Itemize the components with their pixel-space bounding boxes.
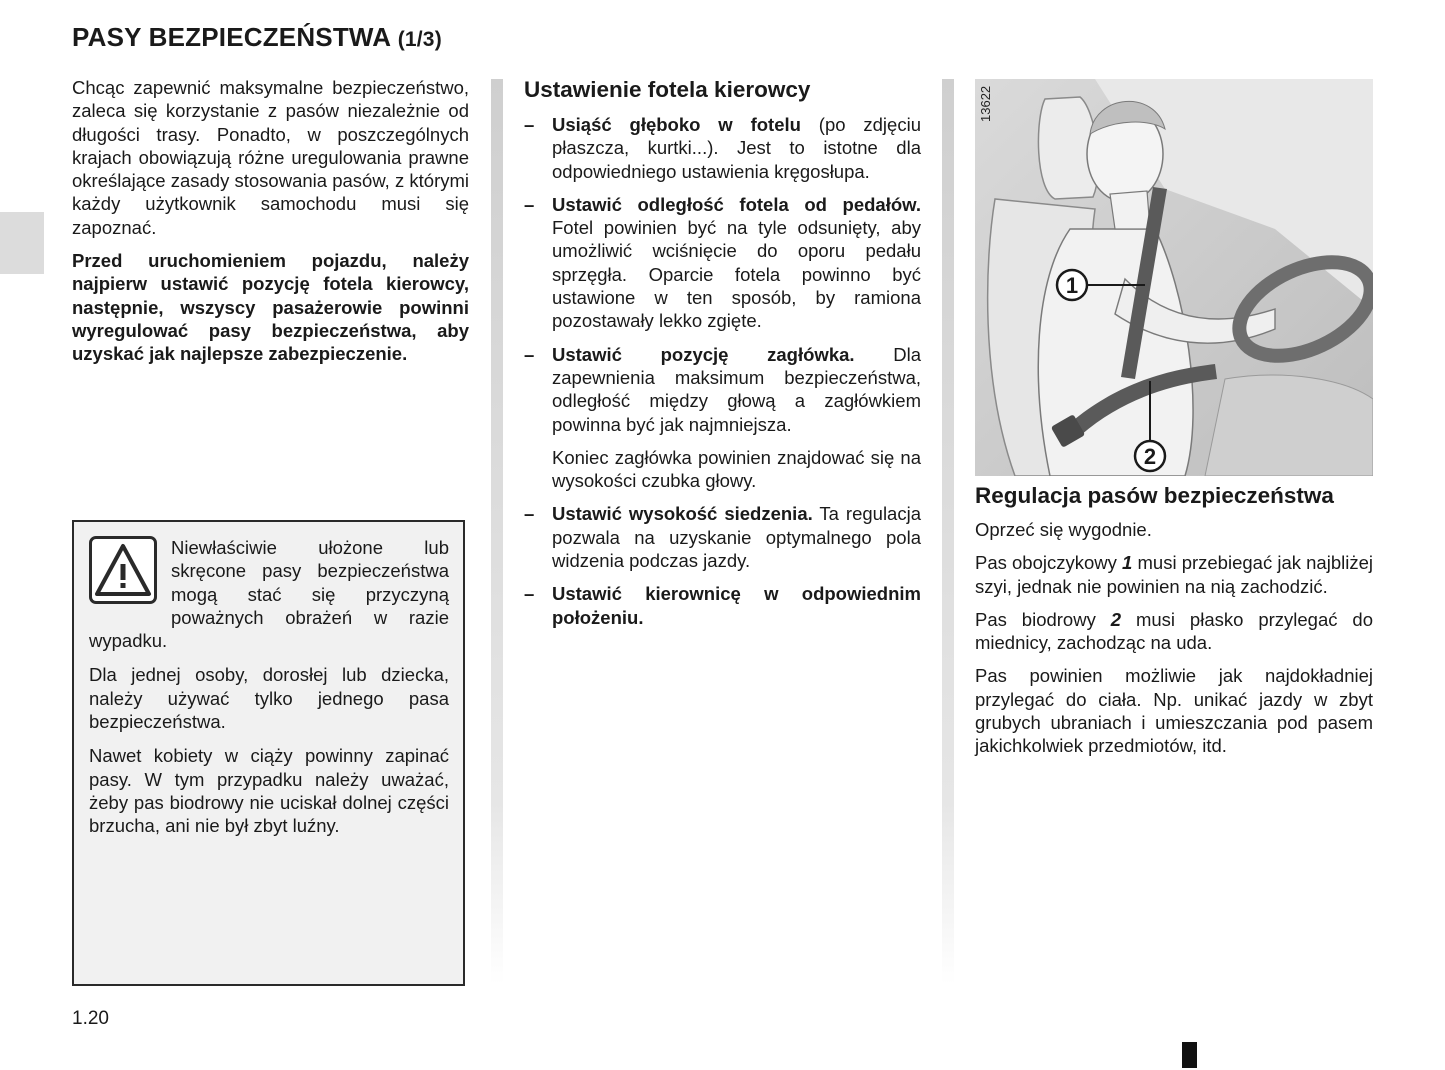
callout-2-label: 2 — [1143, 444, 1157, 469]
list-item-bold: Ustawić pozycję zagłówka. — [552, 343, 855, 365]
page-title — [72, 22, 442, 53]
belt-paragraph-1: Oprzeć się wygodnie. — [975, 519, 1152, 540]
list-item-bold: Ustawić odległość fotela od pedałów. — [552, 193, 921, 215]
seat-adjustment-heading: Ustawienie fotela kierowcy — [524, 77, 811, 102]
list-item-text: Fotel powinien być na tyle odsunięty, aby umożliwić wciśnięcie do oporu pedału sprzęgła. Oparcie fotela powinno być ustawione w ten sposób, by ramiona pozostawały lekko zgięte. — [552, 217, 921, 332]
page-number: 1.20 — [72, 1008, 109, 1029]
warning-triangle-icon — [89, 536, 157, 604]
list-item: – Usiąść głęboko w fotelu (po zdjęciu płaszcza, kurtki...). Jest to istotne dla odpowiedniego ustawienia kręgosłupa. — [524, 114, 921, 182]
warning-box — [72, 520, 465, 986]
list-item-text: (po zdjęciu płaszcza, kurtki...). Jest to istotne dla odpowiedniego ustawienia kręgosłupa. — [552, 114, 921, 182]
column-divider-left — [491, 79, 503, 984]
list-item-bold: Usiąść głęboko w fotelu — [552, 114, 801, 135]
belt-adjustment-column — [975, 482, 1373, 768]
page-title-text: PASY BEZPIECZEŃSTWA — [72, 22, 391, 52]
list-item-text: Ta regulacja pozwala na uzyskanie optymalnego pola widzenia podczas jazdy. — [552, 503, 921, 572]
list-item-extra: Koniec zagłówka powinien znajdować się na wysokości czubka głowy. — [552, 446, 921, 492]
belt-paragraph-2: Pas obojczykowy 1 musi przebiegać jak najbliżej szyi, jednak nie powinien na nią zachodzić. — [975, 552, 1373, 597]
seat-adjustment-column — [524, 76, 921, 639]
figure-number: 13622 — [978, 85, 993, 123]
callout-1-label: 1 — [1065, 273, 1079, 298]
seatbelt-illustration — [975, 79, 1373, 476]
list-item: – Ustawić kierownicę w odpowiednim położeniu. — [524, 583, 921, 628]
list-item: – Ustawić odległość fotela od pedałów. Fotel powinien być na tyle odsunięty, aby umożliwić wciśnięcie do oporu pedału sprzęgła. Oparcie fotela powinno być ustawione w ten sposób, by ramiona pozostawały lekko zgięte. — [524, 193, 921, 332]
column-divider-right — [942, 79, 954, 984]
intro-paragraph: Chcąc zapewnić maksymalne bezpieczeństwo, zaleca się korzystanie z pasów niezależnie od długości trasy. Ponadto, w poszczególnych krajach obowiązują różne uregulowania prawne określające zasady stosowania pasów, z którymi każdy użytkownik samochodu musi się zapoznać. — [72, 77, 469, 238]
intro-column — [72, 76, 469, 376]
warning-paragraph-3: Nawet kobiety w ciąży powinny zapinać pasy. W tym przypadku należy uważać, żeby pas biodrowy nie uciskał dolnej części brzucha, ani nie był zbyt luźny. — [89, 745, 449, 837]
belt-paragraph-3: Pas biodrowy 2 musi płasko przylegać do miednicy, zachodząc na uda. — [975, 608, 1373, 654]
warning-paragraph-1: Niewłaściwie ułożone lub skręcone pasy bezpieczeństwa mogą stać się przyczyną poważnych obrażeń w razie wypadku. — [89, 537, 449, 652]
list-item-bold: Ustawić wysokość siedzenia. — [552, 503, 813, 525]
warning-paragraph-2: Dla jednej osoby, dorosłej lub dziecka, należy używać tylko jednego pasa bezpieczeństwa. — [89, 664, 449, 733]
page-edge-marker — [1182, 1042, 1197, 1068]
chapter-tab — [0, 212, 44, 274]
important-note: Przed uruchomieniem pojazdu, należy najpierw ustawić pozycję fotela kierowcy, następnie, wszyscy pasażerowie powinni wyregulować pasy bezpieczeństwa, aby uzyskać jak najlepsze zabezpieczenie. — [72, 250, 469, 365]
belt-paragraph-4: Pas powinien możliwie jak najdokładniej przylegać do ciała. Np. unikać jazdy w zbyt grubych ubraniach i umieszczania pod pasem jakichkolwiek przedmiotów, itd. — [975, 665, 1373, 757]
list-item: – Ustawić pozycję zagłówka. Dla zapewnienia maksimum bezpieczeństwa, odległość między głową a zagłówkiem powinna być jak najmniejsza. Koniec zagłówka powinien znajdować się na wysokości czubka głowy. — [524, 343, 921, 492]
belt-adjustment-heading: Regulacja pasów bezpieczeństwa — [975, 483, 1334, 508]
list-item: – Ustawić wysokość siedzenia. Ta regulacja pozwala na uzyskanie optymalnego pola widzenia podczas jazdy. — [524, 503, 921, 572]
list-item-bold: Ustawić kierownicę w odpowiednim położeniu. — [552, 583, 921, 628]
list-item-text: Dla zapewnienia maksimum bezpieczeństwa, odległość między głową a zagłówkiem powinna być jak najmniejsza. — [552, 343, 921, 435]
page-part-indicator: (1/3) — [397, 28, 442, 51]
